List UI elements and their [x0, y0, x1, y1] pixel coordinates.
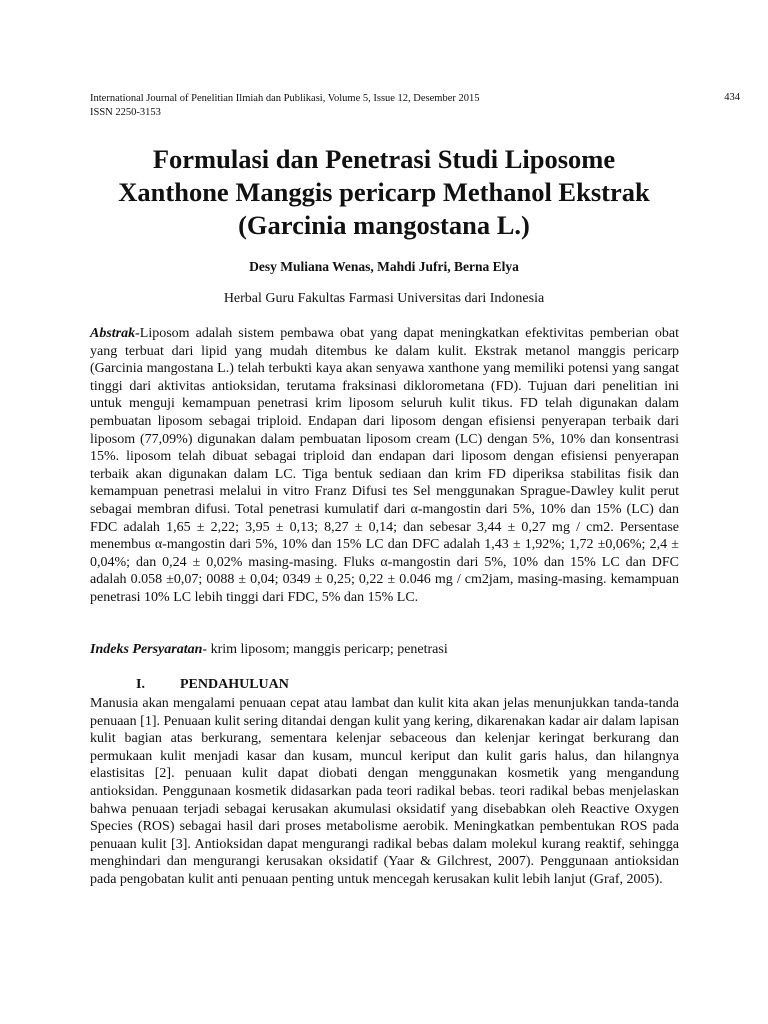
keywords-label: Indeks Persyaratan	[90, 642, 203, 657]
affiliation: Herbal Guru Fakultas Farmasi Universitas dari Indonesia	[223, 291, 545, 306]
section-number: I.	[136, 677, 145, 692]
page-number: 434	[724, 92, 740, 103]
authors: Desy Muliana Wenas, Mahdi Jufri, Berna Elya	[249, 259, 519, 274]
running-header	[90, 92, 740, 120]
section-title: PENDAHULUAN	[180, 677, 289, 692]
title-line-1: Formulasi dan Penetrasi Studi Liposome	[152, 144, 616, 174]
section-heading	[90, 677, 679, 693]
title-line-2: Xanthone Manggis pericarp Methanol Ekstrak	[118, 177, 650, 207]
issn: ISSN 2250-3153	[90, 107, 161, 118]
paper-title	[60, 143, 708, 242]
journal-citation: International Journal of Penelitian Ilmiah dan Publikasi, Volume 5, Issue 12, Desember 2015	[90, 93, 480, 104]
keywords	[90, 642, 679, 658]
abstract-body: Liposom adalah sistem pembawa obat yang dapat meningkatkan efektivitas pemberian obat yang terbuat dari lipid yang mudah ditembus ke dalam kulit. Ekstrak metanol manggis pericarp (Garcinia mangostana L.) telah terbukti kaya akan senyawa xanthone yang memiliki potensi yang sangat tinggi dari aktivitas antioksidan, terutama fraksinasi diklorometana (FD). Tujuan dari penelitian ini untuk menguji kemampuan penetrasi krim liposom seluruh kulit tikus. FD telah digunakan dalam pembuatan liposom sebagai triploid. Endapan dari liposom dengan efisiensi penyerapan terbaik dari liposom (77,09%) digunakan dalam pembuatan liposom cream (LC) dengan 5%, 10% dan konsentrasi 15%. liposom telah dibuat sebagai triploid dan endapan dari liposom dengan efisiensi penyerapan terbaik akan digunakan dalam LC. Tiga bentuk sediaan dan krim FD diperiksa stabilitas fisik dan kemampuan penetrasi melalui in vitro Franz Difusi tes Sel menggunakan Sprague-Dawley kulit perut sebagai membran difusi. Total penetrasi kumulatif dari α-mangostin dari 5%, 10% dan 15% (LC) dan FDC adalah 1,65 ± 2,22; 3,95 ± 0,13; 8,27 ± 0,14; dan sebesar 3,44 ± 0,27 mg / cm2. Persentase menembus α-mangostin dari 5%, 10% dan 15% LC dan DFC adalah 1,43 ± 1,92%; 1,72 ±0,06%; 2,4 ± 0,04%; dan 0,24 ± 0,02% masing-masing. Fluks α-mangostin dari 5%, 10% dan 15% LC dan DFC adalah 0.058 ±0,07; 0088 ± 0,04; 0349 ± 0,25; 0,22 ± 0.046 mg / cm2jam, masing-masing. kemampuan penetrasi 10% LC lebih tinggi dari FDC, 5% dan 15% LC.	[90, 326, 679, 605]
introduction-body: Manusia akan mengalami penuaan cepat atau lambat dan kulit kita akan jelas menunjukkan tanda-tanda penuaan [1]. Penuaan kulit sering ditandai dengan kulit yang kering, dikarenakan kadar air dalam lapisan kulit bagian atas berkurang, sementara kelenjar sebaceous dan kelenjar keringat berkurang dan permukaan kulit menjadi kasar dan kusam, muncul keriput dan kulit garis halus, dan hilangnya elastisitas [2]. penuaan kulit dapat diobati dengan menggunakan kosmetik yang mengandung antioksidan. Penggunaan kosmetik didasarkan pada teori radikal bebas. teori radikal bebas menjelaskan bahwa penuaan terjadi sebagai kerusakan akumulasi oksidatif yang disebabkan oleh Reactive Oxygen Species (ROS) sebagai hasil dari proses metabolisme aerobik. Meningkatkan pembentukan ROS pada penuaan kulit [3]. Antioksidan dapat mengurangi radikal bebas dalam molekul kurang reaktif, sehingga menghindari dan mengurangi kerusakan oksidatif (Yaar & Gilchrest, 2007). Penggunaan antioksidan pada pengobatan kulit anti penuaan penting untuk mencegah kerusakan kulit lebih lanjut (Graf, 2005).	[90, 696, 679, 887]
abstract-label: Abstrak-	[90, 326, 140, 341]
keywords-body: - krim liposom; manggis pericarp; penetrasi	[202, 642, 448, 657]
title-line-3: (Garcinia mangostana L.)	[238, 210, 530, 240]
abstract	[90, 325, 679, 607]
